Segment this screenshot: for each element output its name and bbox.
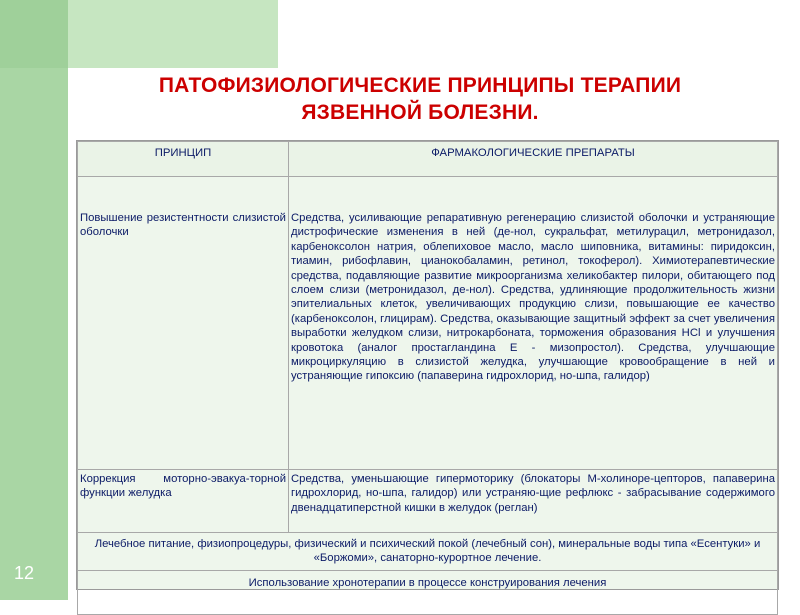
therapy-table <box>77 141 778 615</box>
title-line-2: ЯЗВЕННОЙ БОЛЕЗНИ. <box>301 101 539 124</box>
table-row <box>78 177 778 470</box>
title-line-1: ПАТОФИЗИОЛОГИЧЕСКИЕ ПРИНЦИПЫ ТЕРАПИИ <box>158 74 682 97</box>
cell-full-width: Лечебное питание, физиопроцедуры, физический и психический покой (лечебный сон), минеральные воды типа «Есентуки» и «Боржоми», санаторно-курортное лечение. <box>78 533 778 571</box>
cell-full-width: Использование хронотерапии в процессе конструирования лечения <box>78 570 778 614</box>
header-drugs: ФАРМАКОЛОГИЧЕСКИЕ ПРЕПАРАТЫ <box>289 142 778 177</box>
slide-number: 12 <box>14 563 35 583</box>
cell-drugs: Средства, усиливающие репаративную регенерацию слизистой оболочки и устраняющие дистрофические изменения в ней (де-нол, сукральфат, метилурацил, метронидазол, карбеноксолон натрия, облепиховое масло, масло шиповника, витамины: пиридоксин, тиамин, рибофлавин, цианокобаламин, ретинол, токоферол). Химиотерапевтические средства, подавляющие развитие микроорганизма хеликобактер пилори, обитающего под слоем слизи (метронидазол, де-нол). Средства, удлиняющие продолжительность жизни эпителиальных клеток, увеличивающих продукцию слизи, повышающие ее качество (карбеноксолон, глицирам). Средства, оказывающие защитный эффект за счет увеличения выработки желудком слизи, нитрокарбоната, торможения образования HCl и улучшения кровотока (аналог простагландина Е - мизопростол). Средства, улучшающие микроциркуляцию в слизистой желудка, улучшающие кровообращение в ней и устраняющие гипоксию (папаверина гидрохлорид, но-шпа, галидор) <box>289 177 778 470</box>
therapy-table-container <box>76 140 779 590</box>
cell-principle: Коррекция моторно-эвакуа-торной функции желудка <box>78 470 289 533</box>
left-decor-bar <box>0 0 68 600</box>
cell-drugs: Средства, уменьшающие гипермоторику (блокаторы М-холиноре-цепторов, папаверина гидрохлорид, но-шпа, галидор) или устраняю-щие рефлюкс - забрасывание содержимого двенадцатиперстной кишки в желудок (реглан) <box>289 470 778 533</box>
corner-decor-block <box>0 0 68 68</box>
table-row-full <box>78 570 778 614</box>
cell-principle: Повышение резистентности слизистой оболочки <box>78 177 289 470</box>
table-row-full <box>78 533 778 571</box>
slide-title <box>70 72 770 126</box>
table-row <box>78 470 778 533</box>
table-header-row <box>78 142 778 177</box>
header-principle: ПРИНЦИП <box>78 142 289 177</box>
